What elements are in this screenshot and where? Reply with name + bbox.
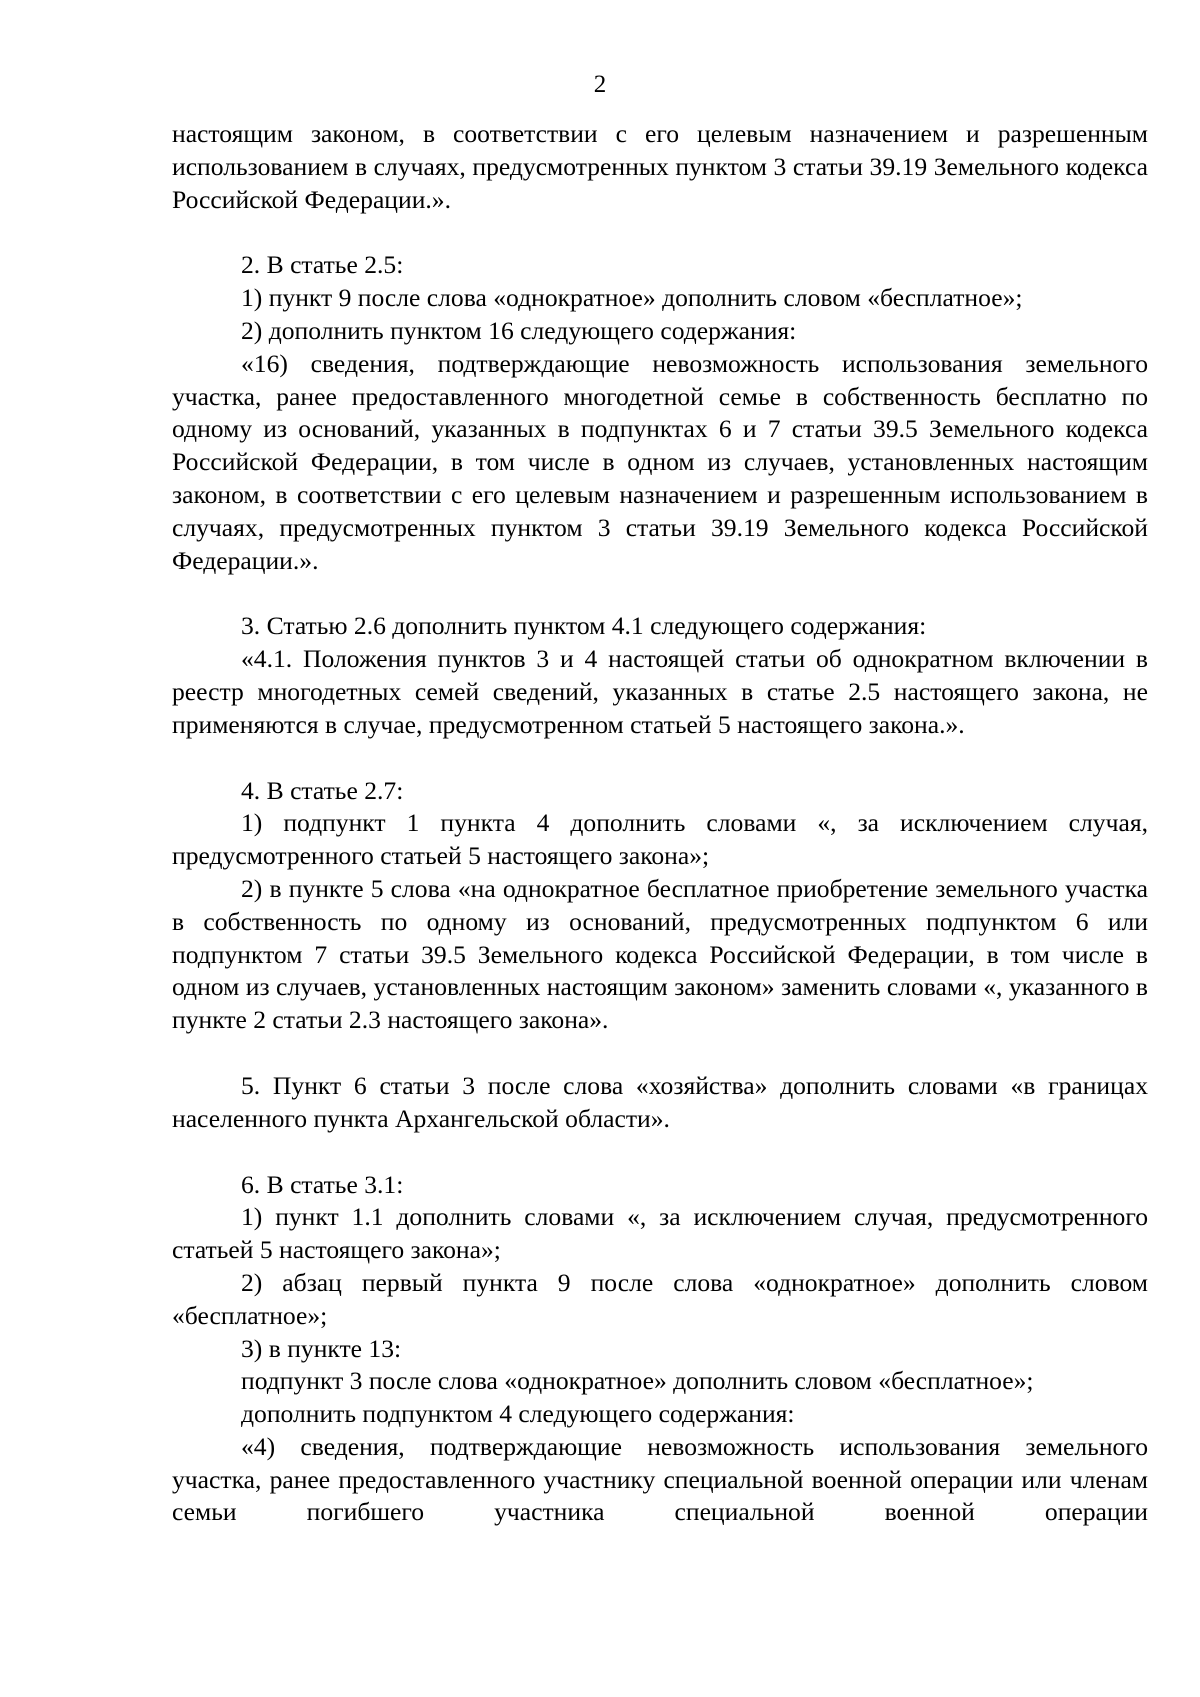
paragraph-continuation: настоящим законом, в соответствии с его целевым назначением и разрешенным использованием в случаях, предусмотренных пунктом 3 статьи 39.19 Земельного кодекса Российской Федерации.». [172, 119, 1148, 214]
paragraph-item-4-sub-2: 2) в пункте 5 слова «на однократное бесплатное приобретение земельного участка в собственность по одному из оснований, предусмотренных подпунктом 6 или подпунктом 7 статьи 39.5 Земельного кодекса Российской Федерации, в том числе в одном из случаев, установленных настоящим законом» заменить словами «, указанного в пункте 2 статьи 2.3 настоящего закона». [172, 873, 1148, 1035]
paragraph-item-3-quote: «4.1. Положения пунктов 3 и 4 настоящей статьи об однократном включении в реестр многодетных семей сведений, указанных в статье 2.5 настоящего закона, не применяются в случае, предусмотренном статьей 5 настоящего закона.». [172, 644, 1148, 739]
page-number: 2 [593, 71, 607, 98]
paragraph-item-3-heading: 3. Статью 2.6 дополнить пунктом 4.1 следующего содержания: [241, 611, 927, 641]
paragraph-item-4-heading: 4. В статье 2.7: [241, 775, 404, 805]
paragraph-item-2-heading: 2. В статье 2.5: [241, 250, 404, 280]
paragraph-item-6-sub-2: 2) абзац первый пункта 9 после слова «однократное» дополнить словом «бесплатное»; [172, 1267, 1148, 1330]
paragraph-item-2-quote: «16) сведения, подтверждающие невозможность использования земельного участка, ранее предоставленного многодетной семье в собственность бесплатно по одному из оснований, указанных в подпунктах 6 и 7 статьи 39.5 Земельного кодекса Российской Федерации, в том числе в одном из случаев, установленных настоящим законом, в соответствии с его целевым назначением и разрешенным использованием в случаях, предусмотренных пунктом 3 статьи 39.19 Земельного кодекса Российской Федерации.». [172, 348, 1148, 575]
paragraph-item-2-sub-1: 1) пункт 9 после слова «однократное» дополнить словом «бесплатное»; [241, 283, 1023, 313]
paragraph-item-6-sub-3-a: подпункт 3 после слова «однократное» дополнить словом «бесплатное»; [241, 1366, 1034, 1396]
paragraph-item-6-sub-3-b: дополнить подпунктом 4 следующего содержания: [241, 1399, 795, 1429]
document-body [172, 118, 1148, 1529]
paragraph-item-6-sub-1: 1) пункт 1.1 дополнить словами «, за исключением случая, предусмотренного статьей 5 настоящего закона»; [172, 1202, 1148, 1265]
paragraph-item-6-heading: 6. В статье 3.1: [241, 1169, 404, 1199]
paragraph-item-6-sub-3: 3) в пункте 13: [241, 1333, 402, 1363]
paragraph-item-6-quote: «4) сведения, подтверждающие невозможность использования земельного участка, ранее предоставленного участнику специальной военной операции или членам семьи погибшего участника специальной военной операции [172, 1431, 1148, 1527]
paragraph-item-4-sub-1: 1) подпункт 1 пункта 4 дополнить словами «, за исключением случая, предусмотренного статьей 5 настоящего закона»; [172, 808, 1148, 871]
paragraph-item-2-sub-2: 2) дополнить пунктом 16 следующего содержания: [241, 315, 797, 345]
paragraph-item-5: 5. Пункт 6 статьи 3 после слова «хозяйства» дополнить словами «в границах населенного пункта Архангельской области». [172, 1070, 1148, 1133]
